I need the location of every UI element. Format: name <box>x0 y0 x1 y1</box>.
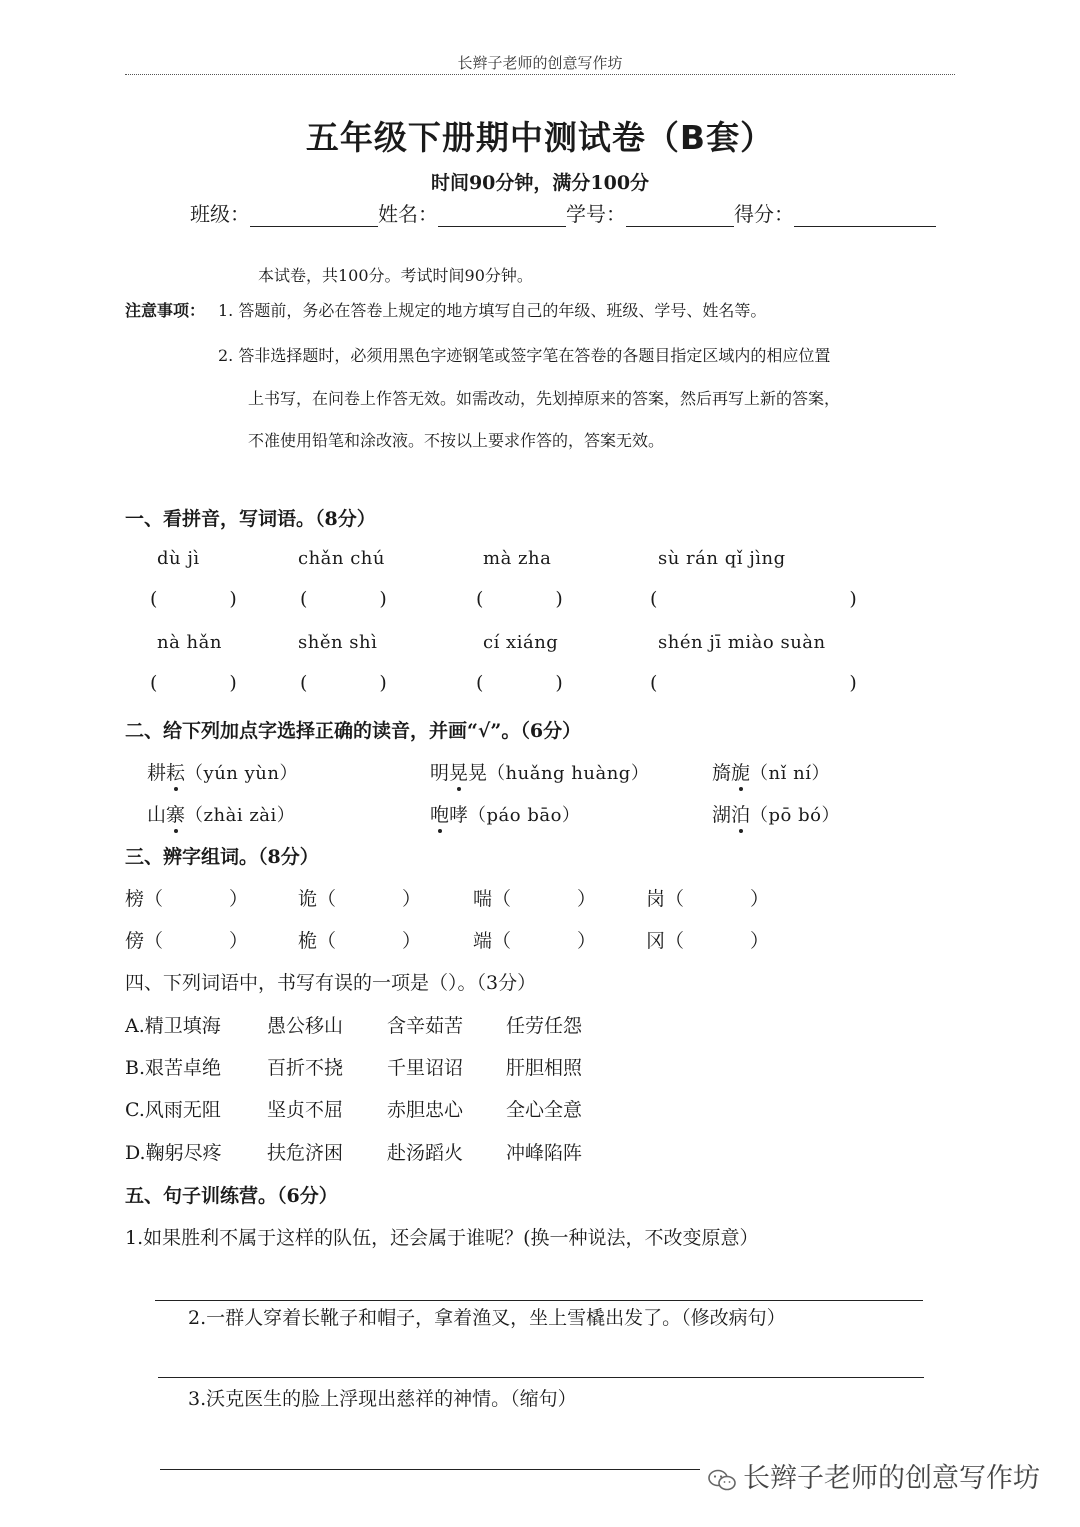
page-title: 五年级下册期中测试卷（B套） <box>305 118 775 157</box>
word-item[interactable]: 榜（ ） <box>125 888 249 910</box>
class-label: 班级： <box>190 202 250 226</box>
notes-intro: 本试卷，共100分。考试时间90分钟。 <box>258 266 533 285</box>
answer-box[interactable]: ( ) <box>476 672 563 694</box>
notes-item-2-line-2: 上书写，在问卷上作答无效。如需改动，先划掉原来的答案，然后再写上新的答案， <box>248 389 841 408</box>
word-item[interactable]: 桅（ ） <box>298 930 422 952</box>
answer-line-1[interactable] <box>155 1300 923 1301</box>
word-item[interactable]: 冈（ ） <box>646 930 770 952</box>
word-item[interactable]: 岗（ ） <box>646 888 770 910</box>
option-c[interactable]: C.风雨无阻 <box>125 1099 221 1121</box>
option-word: 任劳任怨 <box>506 1015 583 1037</box>
notes-item-2-line-1: 2. 答非选择题时，必须用黑色字迹钢笔或签字笔在答卷的各题目指定区域内的相应位置 <box>218 346 831 365</box>
option-a[interactable]: A.精卫填海 <box>125 1015 221 1037</box>
info-row <box>190 198 936 227</box>
header-divider <box>125 74 955 75</box>
watermark-text: 长辫子老师的创意写作坊 <box>743 1463 1040 1494</box>
option-word: 全心全意 <box>506 1099 583 1121</box>
sentence-q1: 1.如果胜利不属于这样的队伍，还会属于谁呢？(换一种说法，不改变原意） <box>125 1227 759 1249</box>
wechat-icon <box>707 1468 737 1492</box>
section-5-title: 五、句子训练营。（6分） <box>125 1185 338 1207</box>
answer-box[interactable]: ( ) <box>650 588 857 610</box>
reading-item[interactable]: 旖旎（nǐ ní） <box>712 758 830 785</box>
reading-item[interactable]: 耕耘（yún yùn） <box>147 758 298 785</box>
answer-box[interactable]: ( ) <box>150 588 237 610</box>
word-item[interactable]: 端（ ） <box>473 930 597 952</box>
option-d[interactable]: D.鞠躬尽疼 <box>125 1142 222 1164</box>
section-2-title: 二、给下列加点字选择正确的读音，并画“√”。（6分） <box>125 720 582 742</box>
class-field[interactable] <box>250 208 378 227</box>
pinyin-1: dù jì <box>157 548 200 569</box>
score-field[interactable] <box>794 208 936 227</box>
word-item[interactable]: 诡（ ） <box>298 888 422 910</box>
notes-item-1: 1. 答题前，务必在答卷上规定的地方填写自己的年级、班级、学号、姓名等。 <box>218 301 767 320</box>
name-label: 姓名： <box>378 202 438 226</box>
sentence-q2: 2.一群人穿着长靴子和帽子，拿着渔叉，坐上雪橇出发了。（修改病句） <box>188 1307 786 1329</box>
reading-item[interactable]: 明晃晃（huǎng huàng） <box>430 758 649 785</box>
pinyin-2: chǎn chú <box>298 548 385 569</box>
id-label: 学号： <box>566 202 626 226</box>
option-word: 肝胆相照 <box>506 1057 583 1079</box>
answer-line-2[interactable] <box>158 1377 924 1378</box>
option-word: 愚公移山 <box>267 1015 344 1037</box>
reading-item[interactable]: 湖泊（pō bó） <box>712 800 840 827</box>
pinyin-5: nà hǎn <box>157 632 222 653</box>
score-label: 得分： <box>734 202 794 226</box>
answer-box[interactable]: ( ) <box>650 672 857 694</box>
option-word: 坚贞不屈 <box>267 1099 344 1121</box>
answer-box[interactable]: ( ) <box>300 672 387 694</box>
sentence-q3: 3.沃克医生的脸上浮现出慈祥的神情。（缩句） <box>188 1388 577 1410</box>
word-item[interactable]: 喘（ ） <box>473 888 597 910</box>
section-1-title: 一、看拼音，写词语。（8分） <box>125 508 376 530</box>
option-word: 扶危济困 <box>267 1142 344 1164</box>
pinyin-7: cí xiáng <box>483 632 559 653</box>
notes-label: 注意事项： <box>125 301 206 320</box>
id-field[interactable] <box>626 208 734 227</box>
notes-item-2-line-3: 不准使用铅笔和涂改液。不按以上要求作答的，答案无效。 <box>248 431 665 450</box>
option-word: 含辛茹苦 <box>387 1015 464 1037</box>
option-word: 百折不挠 <box>267 1057 344 1079</box>
answer-box[interactable]: ( ) <box>476 588 563 610</box>
word-item[interactable]: 傍（ ） <box>125 930 249 952</box>
name-field[interactable] <box>438 208 566 227</box>
answer-box[interactable]: ( ) <box>150 672 237 694</box>
option-b[interactable]: B.艰苦卓绝 <box>125 1057 222 1079</box>
answer-box[interactable]: ( ) <box>300 588 387 610</box>
reading-item[interactable]: 山寨（zhài zài） <box>147 800 295 827</box>
pinyin-3: mà zha <box>483 548 552 569</box>
page-header: 长辫子老师的创意写作坊 <box>457 54 623 72</box>
option-word: 赤胆忠心 <box>387 1099 464 1121</box>
page-subtitle: 时间90分钟，满分100分 <box>430 172 650 194</box>
pinyin-4: sù rán qǐ jìng <box>658 548 786 569</box>
section-4-title: 四、下列词语中，书写有误的一项是（）。（3分） <box>125 972 537 994</box>
option-word: 冲峰陷阵 <box>506 1142 583 1164</box>
pinyin-8: shén jī miào suàn <box>658 632 826 653</box>
pinyin-6: shěn shì <box>298 632 378 653</box>
option-word: 千里诏诏 <box>387 1057 464 1079</box>
watermark <box>707 1456 1040 1495</box>
section-3-title: 三、辨字组词。（8分） <box>125 846 319 868</box>
answer-line-3[interactable] <box>160 1469 700 1470</box>
option-word: 赴汤蹈火 <box>387 1142 464 1164</box>
reading-item[interactable]: 咆哮（páo bāo） <box>430 800 580 827</box>
